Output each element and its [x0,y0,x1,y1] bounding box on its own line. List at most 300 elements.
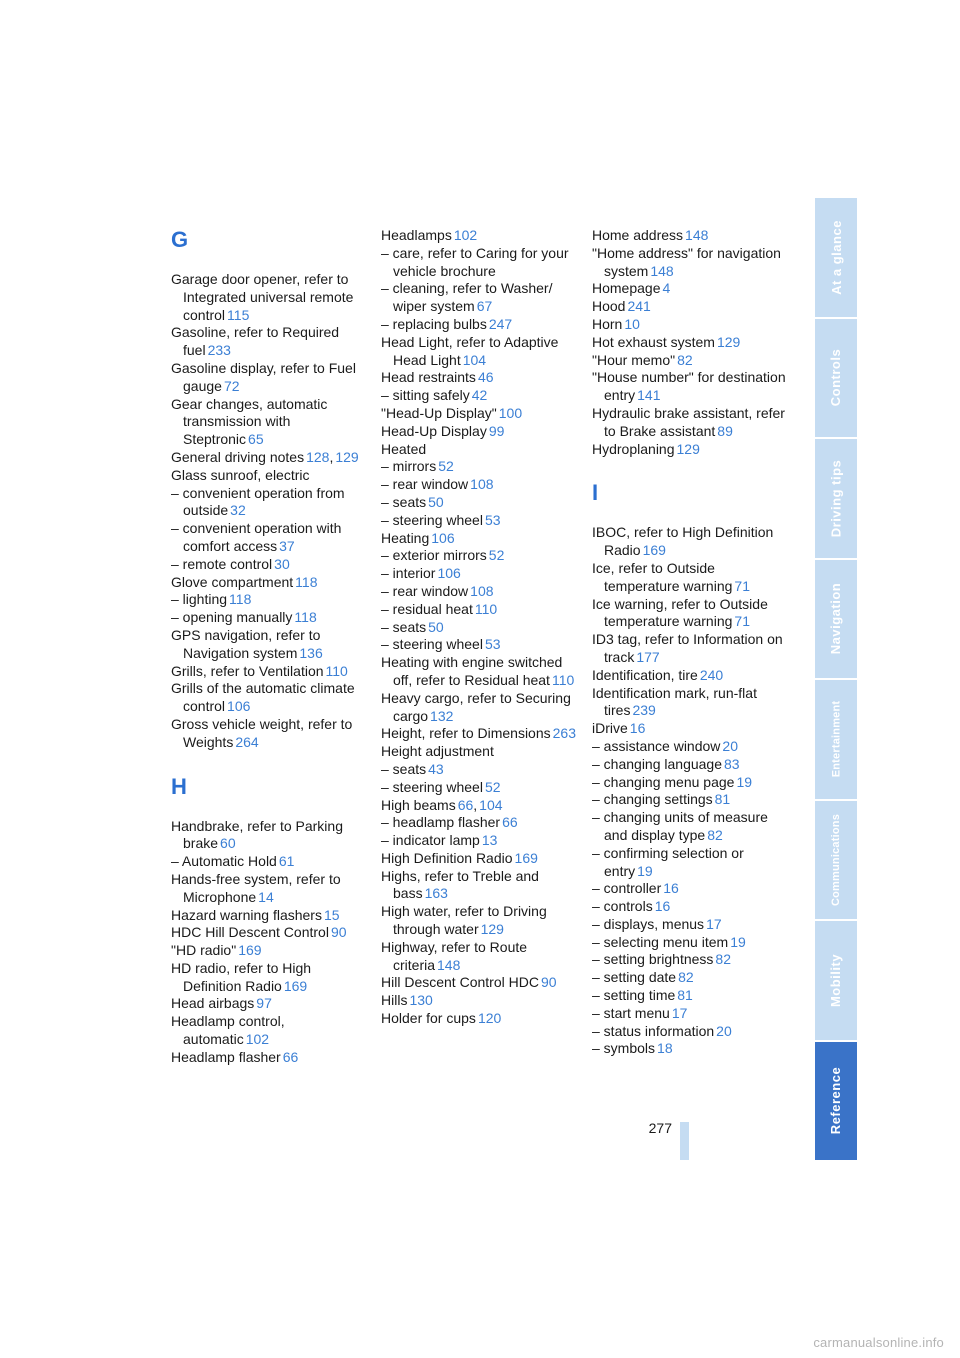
index-entry [592,880,787,898]
tab-entertainment[interactable] [815,680,857,799]
page-link[interactable]: 108 [470,582,494,599]
index-entry [592,774,787,792]
entry-text: – headlamp flasher [381,814,501,831]
index-entry [381,530,576,548]
entry-text: – changing menu page [592,773,735,790]
chapter-sidebar [815,198,857,1160]
page-link[interactable]: 104 [479,796,503,813]
index-entry [171,520,366,556]
entry-text: "Home address" for navigation system [592,244,781,279]
page-link[interactable]: 239 [632,702,656,719]
index-entry [592,227,787,245]
tab-navigation[interactable] [815,560,857,679]
page-link[interactable]: 130 [409,992,433,1009]
index-entry [381,458,576,476]
tab-label: Controls [828,349,844,407]
entry-text: – status information [592,1022,715,1039]
index-entry [171,467,366,485]
index-entry [592,560,787,596]
page-link[interactable]: 52 [438,458,454,475]
entry-text: Hill Descent Control HDC [381,974,539,991]
page-link[interactable]: 169 [283,977,308,994]
entry-text: Grills, refer to Ventilation [171,662,324,679]
index-entry: General driving notes 128, 129 [171,448,359,465]
page-link[interactable]: 99 [488,422,505,439]
entry-text: Hills [381,992,408,1009]
index-entry: High beams 66, 104 [381,796,503,813]
index-entry [171,818,366,854]
page-link[interactable]: 37 [279,537,295,554]
tab-at-a-glance[interactable] [815,198,857,317]
page-link[interactable]: 16 [654,898,671,915]
index-entry [381,565,576,583]
index-entry [592,352,787,370]
page-link[interactable]: 82 [707,826,723,843]
entry-text: – seats [381,618,427,635]
index-entry [592,738,787,756]
tab-label: Entertainment [830,700,842,778]
index-entry [592,756,787,774]
entry-text: – steering wheel [381,511,483,528]
section-letter: I [592,480,599,506]
page-link[interactable]: 72 [223,377,240,394]
entry-text: – interior [381,565,436,582]
page-link[interactable]: 104 [462,351,487,368]
entry-text: – convenient operation with comfort access [171,520,342,554]
index-entry [592,951,787,969]
entry-text: Head restraints [381,369,476,386]
entry-text: Height adjustment [381,743,494,760]
entry-text: – Automatic Hold [171,853,277,870]
page-link[interactable]: 15 [323,906,340,923]
entry-text: Garage door opener, refer to Integrated universal remote control [171,271,354,323]
page-link[interactable]: 4 [662,280,671,297]
page-link[interactable]: 100 [498,404,523,421]
entry-text: "House number" for destination entry [592,369,786,404]
index-entry [381,405,576,423]
entry-text: Glove compartment [171,573,294,590]
entry-text: Hands-free system, refer to Microphone [171,870,341,905]
entry-text: – controls [592,898,653,915]
index-column-1 [171,227,366,1067]
page-link[interactable]: 264 [235,733,259,750]
page-link[interactable]: 20 [722,737,738,754]
index-entry [381,850,576,868]
page-link[interactable]: 129 [716,333,741,350]
index-entry [592,316,787,334]
entry-text: Grills of the automatic climate control [171,680,355,715]
entry-text: – care, refer to Caring for your vehicle brochure [381,244,569,279]
page-link[interactable]: 110 [325,662,348,679]
index-entry [381,423,576,441]
page-link[interactable]: 17 [706,915,722,932]
index-entry [171,574,366,592]
entry-text: IBOC, refer to High Definition Radio [592,524,774,559]
index-entry [381,1010,576,1028]
index-entry [171,627,366,663]
page-link[interactable]: 30 [274,555,290,572]
index-entry [592,845,787,881]
index-entry [381,494,576,512]
tab-label: At a glance [828,219,844,295]
page-link[interactable]: 169 [514,849,538,866]
entry-text: – exterior mirrors [381,547,487,564]
entry-text: Head Light, refer to Adaptive Head Light [381,333,559,368]
page-link[interactable]: 10 [624,315,640,332]
entry-text: – setting time [592,987,676,1004]
page-link[interactable]: 120 [477,1010,502,1027]
page-link[interactable]: 108 [470,476,494,493]
page-link[interactable]: 148 [685,227,709,243]
page-link[interactable]: 71 [734,577,750,594]
page-link[interactable]: 81 [714,791,731,808]
entry-text: – seats [381,760,427,777]
entry-text: – setting date [592,969,677,986]
index-entry [381,939,576,975]
page-link[interactable]: 19 [736,773,753,790]
entry-text: – lighting [171,591,228,608]
entry-text: Gear changes, automatic transmission with Steptronic [171,395,328,448]
entry-text: Handbrake, refer to Parking brake [171,817,343,852]
entry-text: – changing language [592,755,723,772]
entry-text: – replacing bulbs [381,315,487,332]
page-link[interactable]: 61 [278,853,295,870]
index-column-2 [381,227,576,1028]
page-link[interactable]: 263 [552,725,576,742]
page-link[interactable]: 136 [299,644,323,661]
index-entry [592,987,787,1005]
entry-text: – opening manually [171,609,293,626]
tab-driving-tips[interactable] [815,439,857,558]
index-entry [171,942,366,960]
index-entry [171,663,366,681]
index-entry [171,396,366,449]
index-entry [171,324,366,360]
entry-text: Hot exhaust system [592,333,715,350]
entry-text: Ice warning, refer to Outside temperature warning [592,595,768,630]
page-marker-bar [680,1122,689,1160]
entry-text: High water, refer to Driving through water [381,903,547,938]
page-link[interactable]: 241 [627,298,651,315]
page-link[interactable]: 106 [437,565,461,582]
entry-text: Gasoline, refer to Required fuel [171,324,340,359]
index-entry [592,631,787,667]
page-link[interactable]: 128 [306,448,330,465]
page-link[interactable]: 53 [484,511,501,528]
page-link[interactable]: 50 [428,618,444,635]
entry-text: Heated [381,440,427,457]
tab-reference[interactable] [815,1042,857,1161]
index-entry [592,934,787,952]
entry-text: – changing settings [592,791,713,808]
entry-text: Identification mark, run-flat tires [592,684,757,719]
index-entry [381,441,576,459]
tab-label: Reference [828,1067,844,1135]
entry-text: Homepage [592,280,661,297]
page-link[interactable]: 110 [551,671,575,688]
page-link[interactable]: 118 [294,609,317,626]
entry-text: Identification, tire [592,666,698,683]
index-entry [592,334,787,352]
entry-text: – rear window [381,476,469,493]
index-entry [381,316,576,334]
index-entry [592,280,787,298]
entry-text: – rear window [381,582,469,599]
index-entry [381,476,576,494]
page-link[interactable]: 233 [207,342,231,359]
index-entry [381,903,576,939]
entry-text: – cleaning, refer to Washer/ wiper system [381,280,553,315]
entry-text: – seats [381,493,427,510]
index-entry [171,853,366,871]
index-entry [171,1049,366,1067]
entry-text: Hood [592,298,626,315]
section-letter: G [171,227,189,252]
index-entry [381,832,576,850]
page-link[interactable]: 90 [330,924,347,941]
index-entry [381,334,576,370]
index-entry [381,387,576,405]
page-link[interactable]: 240 [699,666,724,683]
page-link[interactable]: 52 [488,547,505,564]
entry-text: Heating with engine switched off, refer to Residual heat [381,654,563,688]
page-link[interactable]: 129 [676,440,700,457]
page-link[interactable]: 163 [424,885,448,902]
index-entry [381,583,576,601]
entry-text: – setting brightness [592,951,714,968]
page-link[interactable]: 16 [663,880,679,897]
page-link[interactable]: 19 [730,933,746,950]
page-link[interactable]: 169 [238,942,262,959]
entry-text: "HD radio" [171,942,237,959]
index-entry [171,960,366,996]
page-link[interactable]: 129 [335,448,359,465]
page-link[interactable]: 118 [229,591,252,608]
page-link[interactable]: 247 [488,315,513,332]
entry-text: Gross vehicle weight, refer to Weights [171,715,353,750]
page-link[interactable]: 102 [453,227,478,243]
entry-text: Headlamps [381,227,452,243]
index-entry [171,924,366,942]
page-link[interactable]: 14 [258,888,274,905]
page-link[interactable]: 17 [671,1004,688,1021]
page-link[interactable]: 132 [430,707,454,724]
page-link[interactable]: 89 [717,422,733,439]
page-link[interactable]: 66 [457,796,474,813]
page-link[interactable]: 19 [637,862,653,879]
index-entry [592,916,787,934]
entry-text: iDrive [592,720,628,737]
index-entry [592,245,787,281]
page-link[interactable]: 18 [657,1040,673,1057]
index-entry [592,441,787,459]
entry-text: Horn [592,315,623,332]
page-link[interactable]: 71 [734,613,750,630]
index-entry [381,974,576,992]
entry-text: HDC Hill Descent Control [171,924,329,941]
tab-label: Mobility [828,953,844,1007]
entry-text: Heating [381,529,430,546]
page-link[interactable]: 102 [245,1031,270,1048]
entry-text: Holder for cups [381,1010,476,1027]
entry-text: Ice, refer to Outside temperature warning [592,559,733,594]
page-link[interactable]: 129 [480,921,504,938]
entry-text: High beams [381,796,456,813]
page-link[interactable]: 118 [295,573,318,590]
index-entry [381,369,576,387]
page-link[interactable]: 81 [677,987,693,1004]
entry-text: – indicator lamp [381,832,480,849]
entry-text: Head-Up Display [381,422,487,439]
index-entry [171,995,366,1013]
entry-text: Highs, refer to Treble and bass [381,867,539,902]
entry-text: – residual heat [381,600,473,617]
page-link[interactable]: 13 [481,832,498,849]
page-link[interactable]: 97 [256,995,272,1012]
page-link[interactable]: 115 [227,306,250,323]
index-entry [381,992,576,1010]
entry-text: High Definition Radio [381,849,513,866]
index-entry [381,547,576,565]
page-link[interactable]: 32 [230,502,246,519]
entry-text: GPS navigation, refer to Navigation system [171,626,321,661]
tab-label: Communications [830,813,842,906]
tab-mobility[interactable] [815,921,857,1040]
index-entry [592,596,787,632]
entry-text: Headlamp control, automatic [171,1013,285,1048]
page-link[interactable]: 16 [629,720,646,737]
index-entry [381,654,576,690]
index-entry [171,609,366,627]
entry-text: HD radio, refer to High Definition Radio [171,959,312,994]
page-link[interactable]: 148 [437,956,461,973]
page-link[interactable]: 82 [678,969,694,986]
page-link[interactable]: 177 [636,648,660,665]
page-link[interactable]: 50 [428,493,444,510]
watermark: carmanualsonline.info [813,1335,944,1350]
index-entry [381,619,576,637]
index-entry [381,636,576,654]
page-link[interactable]: 43 [428,760,444,777]
index-column-3 [592,227,787,1058]
entry-text: – remote control [171,555,273,572]
page-link[interactable]: 106 [431,529,455,546]
index-entry [381,280,576,316]
page-link[interactable]: 67 [476,298,493,315]
page-link[interactable]: 141 [637,387,661,404]
index-entry [171,716,366,752]
index-entry [592,809,787,845]
page-link[interactable]: 66 [502,814,518,831]
index-entry [381,245,576,281]
index-entry [171,360,366,396]
entry-text: – displays, menus [592,915,705,932]
entry-text: – assistance window [592,737,721,754]
page-link[interactable]: 110 [474,600,498,617]
entry-text: – controller [592,880,662,897]
index-entry [171,1013,366,1049]
index-entry [171,871,366,907]
page-link[interactable]: 53 [484,636,501,653]
index-entry [592,667,787,685]
entry-text: Home address [592,227,684,243]
index-entry [381,761,576,779]
entry-text: – start menu [592,1004,670,1021]
entry-text: Highway, refer to Route criteria [381,938,528,973]
entry-text: Gasoline display, refer to Fuel gauge [171,359,356,394]
entry-text: – mirrors [381,458,437,475]
entry-text: Hydraulic brake assistant, refer to Brake assistant [592,404,785,439]
index-entry [592,369,787,405]
index-entry [381,725,576,743]
entry-text: – sitting safely [381,387,470,404]
index-entry [592,898,787,916]
index-entry [381,227,576,245]
page-link[interactable]: 20 [716,1022,732,1039]
index-entry [381,868,576,904]
index-entry [381,743,576,761]
page-link[interactable]: 52 [484,778,501,795]
index-entry [592,524,787,560]
tab-controls[interactable] [815,319,857,438]
index-entry [592,791,787,809]
page-link[interactable]: 65 [248,431,264,448]
entry-text: – steering wheel [381,778,483,795]
index-entry [381,814,576,832]
page-link[interactable]: 106 [227,698,251,715]
page-link[interactable]: 169 [642,542,666,559]
entry-text: ID3 tag, refer to Information on track [592,631,783,665]
entry-text: – steering wheel [381,636,483,653]
index-entry [171,680,366,716]
index-entry [171,556,366,574]
page-link[interactable]: 42 [471,387,488,404]
index-entry [592,1023,787,1041]
tab-label: Driving tips [828,459,844,538]
page-link[interactable]: 66 [282,1048,299,1065]
index-entry [171,485,366,521]
page-link[interactable]: 82 [715,951,731,968]
index-entry [171,271,366,324]
page-link[interactable]: 90 [540,974,557,991]
tab-communications[interactable] [815,801,857,920]
entry-text: Headlamp flasher [171,1048,281,1065]
page-link[interactable]: 46 [477,369,494,386]
entry-text: Hydroplaning [592,440,675,457]
entry-text: Heavy cargo, refer to Securing cargo [381,689,571,724]
entry-text: "Head-Up Display" [381,404,497,421]
index-entry [592,298,787,316]
index-entry [381,779,576,797]
index-entry [592,720,787,738]
index-entry [592,1005,787,1023]
entry-text: – symbols [592,1040,656,1057]
page-link[interactable]: 60 [220,835,236,852]
section-letter: H [171,773,187,799]
entry-text: – selecting menu item [592,933,729,950]
entry-text: Glass sunroof, electric [171,466,310,483]
entry-text: – convenient operation from outside [171,484,345,519]
page-link[interactable]: 83 [724,755,740,772]
page-link[interactable]: 82 [677,351,693,368]
page-link[interactable]: 148 [650,262,674,279]
entry-text: – confirming selection or entry [592,844,744,879]
index-entry [592,1040,787,1058]
index-entry [381,601,576,619]
entry-text: "Hour memo" [592,351,676,368]
index-entry [171,907,366,925]
entry-text: Height, refer to Dimensions [381,725,551,742]
